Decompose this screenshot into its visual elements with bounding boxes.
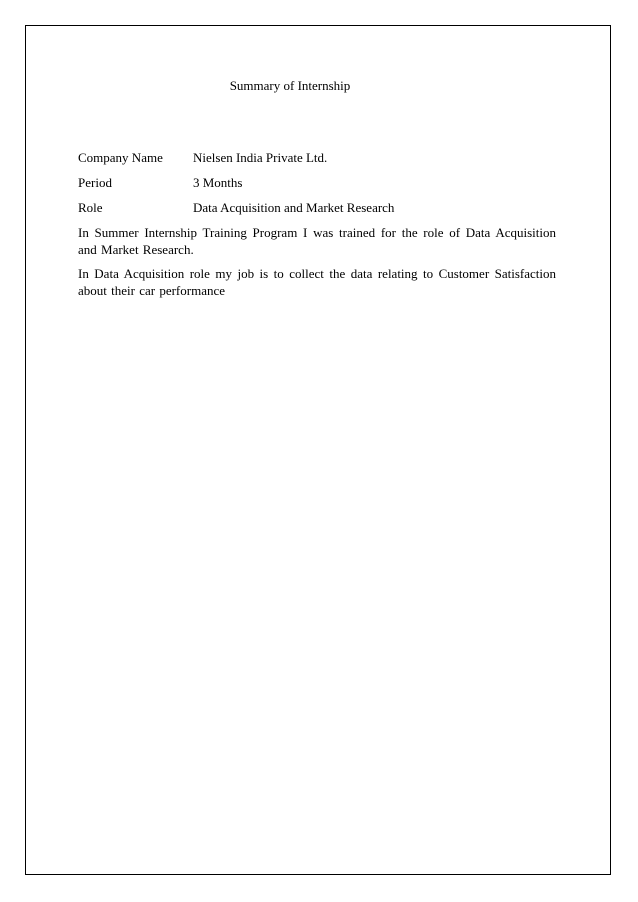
paragraph-training: In Summer Internship Training Program I was trained for the role of Data Acquisition and Market Research. (78, 225, 556, 257)
paragraph-data-acquisition: In Data Acquisition role my job is to collect the data relating to Customer Satisfaction about their car performance (78, 266, 556, 298)
document-title: Summary of Internship (229, 78, 351, 93)
info-row-period (78, 174, 558, 191)
period-value: 3 Months (193, 175, 243, 190)
company-name-label: Company Name (78, 150, 163, 165)
role-value: Data Acquisition and Market Research (193, 200, 395, 215)
period-label: Period (78, 175, 112, 190)
info-row-company-name (78, 149, 558, 166)
role-label: Role (78, 200, 103, 215)
company-name-value: Nielsen India Private Ltd. (193, 150, 328, 165)
info-row-role (78, 199, 558, 216)
